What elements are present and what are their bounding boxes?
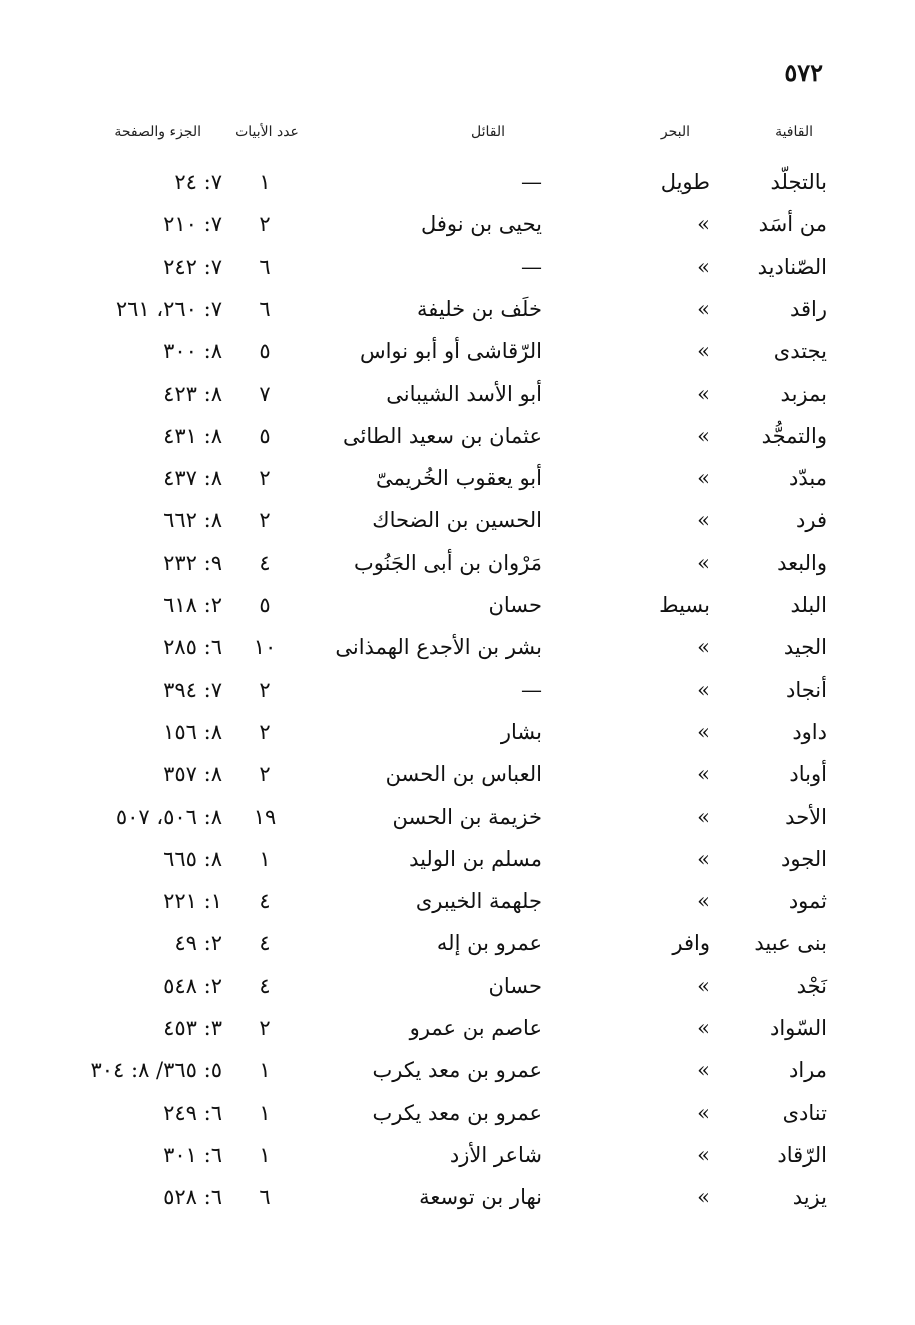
cell-meter: » — [697, 424, 710, 448]
cell-meter: » — [697, 1058, 710, 1082]
cell-poet: عاصم بن عمرو — [409, 1016, 542, 1040]
cell-ref: ٨: ٥٠٦، ٥٠٧ — [115, 805, 222, 829]
cell-meter: » — [697, 212, 710, 236]
table-row — [0, 1185, 915, 1225]
header-poet: القائل — [470, 124, 505, 140]
cell-verses: ٧ — [259, 382, 271, 406]
cell-ref: ٧: ٢٦٠، ٢٦١ — [115, 297, 222, 321]
cell-meter: » — [697, 805, 710, 829]
cell-verses: ٢ — [259, 762, 271, 786]
cell-rhyme: البلد — [790, 593, 827, 617]
cell-poet: مسلم بن الوليد — [409, 847, 542, 871]
cell-poet: خزيمة بن الحسن — [392, 805, 542, 829]
cell-verses: ٢ — [259, 508, 271, 532]
cell-meter: » — [697, 297, 710, 321]
table-row — [0, 339, 915, 379]
cell-meter: » — [697, 508, 710, 532]
cell-verses: ٥ — [259, 339, 271, 363]
cell-verses: ١٠ — [253, 635, 277, 659]
cell-ref: ٨: ٤٢٣ — [163, 382, 222, 406]
cell-ref: ٨: ٤٣٧ — [163, 466, 222, 490]
cell-meter: » — [697, 974, 710, 998]
cell-verses: ٥ — [259, 424, 271, 448]
cell-poet: خلَف بن خليفة — [416, 297, 542, 321]
cell-verses: ٦ — [259, 255, 271, 279]
cell-rhyme: بنى عبيد — [754, 931, 827, 955]
table-row — [0, 762, 915, 802]
cell-meter: » — [697, 762, 710, 786]
page-number: ٥٧٢ — [784, 58, 823, 87]
cell-ref: ٦: ٢٤٩ — [163, 1101, 222, 1125]
cell-meter: » — [697, 678, 710, 702]
cell-rhyme: الصّناديد — [757, 255, 827, 279]
cell-ref: ٦: ٢٨٥ — [163, 635, 222, 659]
cell-rhyme: الجيد — [783, 635, 827, 659]
cell-ref: ٢: ٥٤٨ — [163, 974, 222, 998]
cell-poet: جلهمة الخيبرى — [415, 889, 542, 913]
header-ref: الجزء والصفحة — [114, 124, 201, 140]
cell-verses: ٢ — [259, 1016, 271, 1040]
cell-poet: الحسين بن الضحاك — [372, 508, 542, 532]
cell-rhyme: الرّقاد — [777, 1143, 827, 1167]
cell-verses: ٢ — [259, 678, 271, 702]
cell-ref: ٢: ٦١٨ — [163, 593, 222, 617]
table-row — [0, 1143, 915, 1183]
cell-ref: ٦: ٥٢٨ — [163, 1185, 222, 1209]
cell-meter: بسيط — [659, 593, 710, 617]
cell-verses: ١ — [259, 1058, 271, 1082]
cell-ref: ٦: ٣٠١ — [163, 1143, 222, 1167]
cell-poet: حسان — [488, 974, 542, 998]
header-rhyme: القافية — [775, 124, 813, 140]
cell-ref: ٩: ٢٣٢ — [163, 551, 222, 575]
cell-ref: ١: ٢٢١ — [163, 889, 222, 913]
cell-ref: ٧: ٢٤٢ — [163, 255, 222, 279]
cell-poet: عمرو بن معد يكرب — [372, 1058, 542, 1082]
cell-verses: ٤ — [259, 931, 271, 955]
cell-rhyme: أنجاد — [786, 678, 827, 702]
table-row — [0, 424, 915, 464]
cell-meter: » — [697, 847, 710, 871]
cell-meter: » — [697, 1101, 710, 1125]
cell-verses: ٥ — [259, 593, 271, 617]
table-row — [0, 170, 915, 210]
cell-meter: طويل — [660, 170, 710, 194]
header-verses: عدد الأبيات — [235, 124, 299, 140]
cell-poet: — — [521, 170, 542, 194]
cell-rhyme: بالتجلّد — [770, 170, 827, 194]
cell-rhyme: تنادى — [782, 1101, 827, 1125]
cell-verses: ١ — [259, 170, 271, 194]
table-row — [0, 551, 915, 591]
cell-verses: ٤ — [259, 889, 271, 913]
cell-poet: — — [521, 678, 542, 702]
cell-verses: ٢ — [259, 720, 271, 744]
cell-ref: ٧: ٣٩٤ — [163, 678, 222, 702]
table-row — [0, 974, 915, 1014]
cell-meter: » — [697, 466, 710, 490]
cell-poet: أبو يعقوب الخُريمىّ — [376, 466, 542, 490]
cell-poet: أبو الأسد الشيبانى — [386, 382, 542, 406]
cell-poet: شاعر الأزد — [449, 1143, 542, 1167]
cell-poet: عمرو بن إله — [436, 931, 542, 955]
cell-rhyme: داود — [792, 720, 827, 744]
cell-verses: ٤ — [259, 974, 271, 998]
cell-poet: حسان — [488, 593, 542, 617]
header-meter: البحر — [660, 124, 690, 140]
cell-poet: يحيى بن نوفل — [420, 212, 542, 236]
cell-meter: » — [697, 382, 710, 406]
cell-meter: » — [697, 255, 710, 279]
table-row — [0, 635, 915, 675]
cell-ref: ٣: ٤٥٣ — [163, 1016, 222, 1040]
cell-verses: ٤ — [259, 551, 271, 575]
cell-rhyme: نَجْد — [796, 974, 827, 998]
cell-poet: العباس بن الحسن — [385, 762, 542, 786]
cell-ref: ٥: ٣٦٥/ ٨: ٣٠٤ — [90, 1058, 222, 1082]
cell-ref: ٨: ٤٣١ — [163, 424, 222, 448]
cell-rhyme: من أسَد — [758, 212, 827, 236]
cell-rhyme: أوباد — [789, 762, 827, 786]
cell-ref: ٢: ٤٩ — [174, 931, 222, 955]
cell-meter: » — [697, 1016, 710, 1040]
cell-poet: بشر بن الأجدع الهمذانى — [335, 635, 542, 659]
cell-verses: ١ — [259, 847, 271, 871]
cell-rhyme: بمزبد — [780, 382, 827, 406]
table-row — [0, 1016, 915, 1056]
cell-rhyme: يزيد — [792, 1185, 827, 1209]
cell-rhyme: السّواد — [769, 1016, 827, 1040]
cell-meter: » — [697, 720, 710, 744]
cell-rhyme: والتمجُّد — [761, 424, 827, 448]
cell-verses: ١ — [259, 1143, 271, 1167]
cell-verses: ١٩ — [253, 805, 277, 829]
cell-meter: » — [697, 551, 710, 575]
table-row — [0, 805, 915, 845]
cell-meter: » — [697, 889, 710, 913]
table-row — [0, 593, 915, 633]
table-row — [0, 382, 915, 422]
table-row — [0, 678, 915, 718]
cell-poet: عثمان بن سعيد الطائى — [343, 424, 542, 448]
table-row — [0, 1101, 915, 1141]
cell-ref: ٨: ٦٦٢ — [163, 508, 222, 532]
cell-rhyme: والبعد — [777, 551, 827, 575]
cell-poet: نهار بن توسعة — [419, 1185, 542, 1209]
cell-meter: » — [697, 635, 710, 659]
table-row — [0, 508, 915, 548]
cell-ref: ٧: ٢١٠ — [163, 212, 222, 236]
cell-rhyme: راقد — [789, 297, 827, 321]
table-row — [0, 1058, 915, 1098]
cell-verses: ١ — [259, 1101, 271, 1125]
cell-poet: الرّقاشى أو أبو نواس — [359, 339, 542, 363]
cell-rhyme: مراد — [788, 1058, 827, 1082]
cell-meter: » — [697, 1143, 710, 1167]
cell-poet: — — [521, 255, 542, 279]
cell-ref: ٨: ٣٠٠ — [163, 339, 222, 363]
cell-verses: ٦ — [259, 297, 271, 321]
cell-ref: ٧: ٢٤ — [174, 170, 222, 194]
cell-poet: عمرو بن معد يكرب — [372, 1101, 542, 1125]
table-row — [0, 212, 915, 252]
cell-rhyme: الجود — [781, 847, 827, 871]
cell-verses: ٦ — [259, 1185, 271, 1209]
cell-verses: ٢ — [259, 212, 271, 236]
cell-meter: وافر — [672, 931, 710, 955]
table-row — [0, 255, 915, 295]
cell-rhyme: يجتدى — [773, 339, 827, 363]
cell-rhyme: مبدّد — [789, 466, 827, 490]
table-header — [0, 124, 915, 154]
table-row — [0, 889, 915, 929]
table-row — [0, 297, 915, 337]
cell-ref: ٨: ٣٥٧ — [163, 762, 222, 786]
table-row — [0, 847, 915, 887]
cell-meter: » — [697, 1185, 710, 1209]
table-row — [0, 466, 915, 506]
cell-verses: ٢ — [259, 466, 271, 490]
table-row — [0, 720, 915, 760]
cell-meter: » — [697, 339, 710, 363]
cell-poet: بشار — [500, 720, 542, 744]
cell-ref: ٨: ١٥٦ — [163, 720, 222, 744]
cell-rhyme: ثمود — [788, 889, 827, 913]
table-row — [0, 931, 915, 971]
cell-poet: مَرْوان بن أبى الجَنُوب — [353, 551, 542, 575]
cell-ref: ٨: ٦٦٥ — [163, 847, 222, 871]
cell-rhyme: فرد — [796, 508, 827, 532]
cell-rhyme: الأحد — [785, 805, 827, 829]
